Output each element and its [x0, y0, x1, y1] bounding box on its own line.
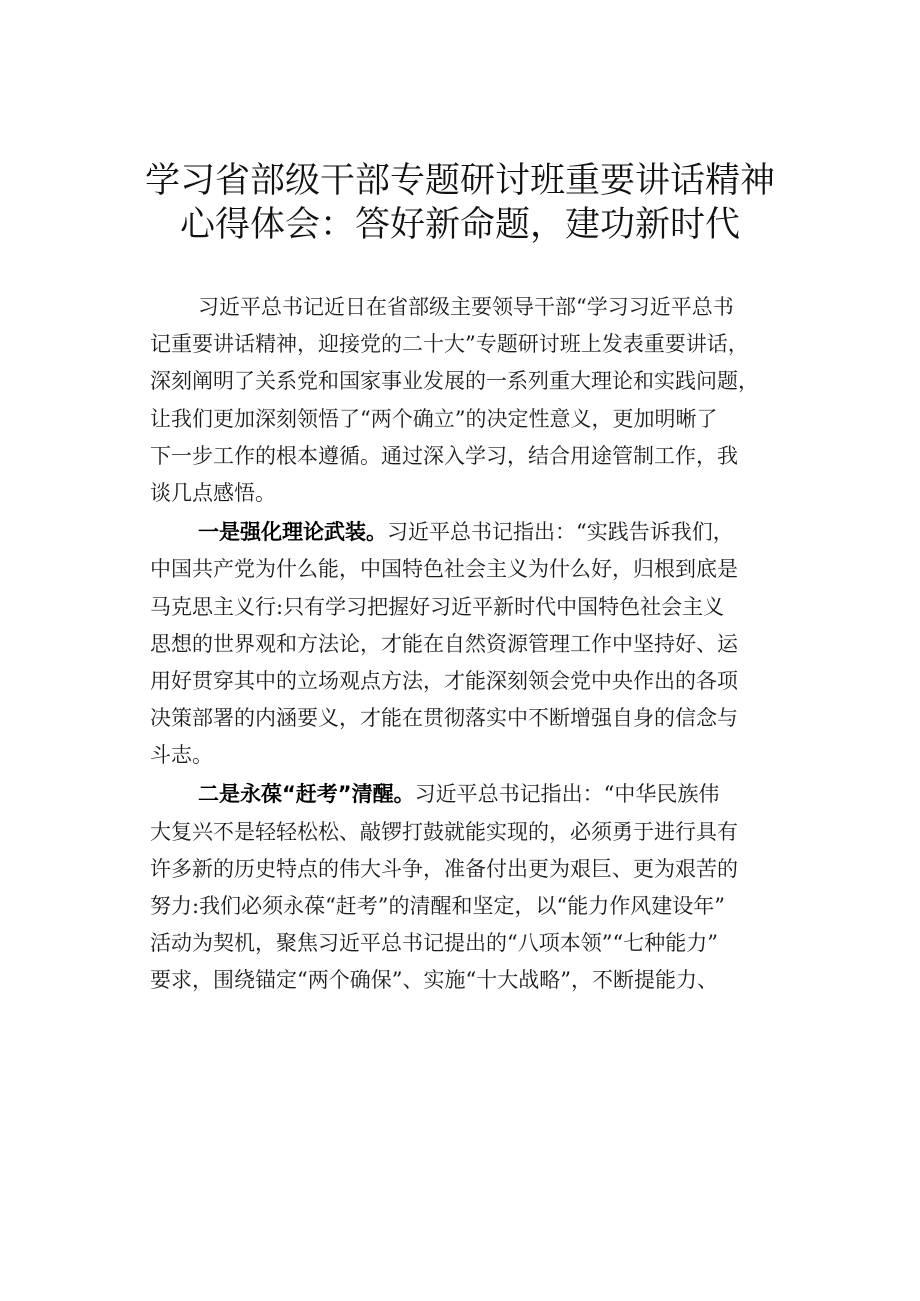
text-line: 决策部署的内涵要义，才能在贯彻落实中不断增强自身的信念与 [150, 706, 738, 731]
paragraph-theory [150, 514, 818, 774]
paragraph-exam [150, 776, 818, 999]
text-line: 斗志。 [150, 743, 213, 768]
text-line: 深刻阐明了关系党和国家事业发展的一系列重大理论和实践问题， [150, 369, 759, 394]
text-line: 许多新的历史特点的伟大斗争，准备付出更为艰巨、更为艰苦的 [150, 856, 738, 881]
text-line: 努力:我们必须永葆“赶考”的清醒和坚定，以“能力作风建设年” [150, 894, 726, 918]
text-line: 活动为契机，聚焦习近平总书记提出的“八项本领”“七种能力” [150, 931, 718, 956]
document-title-line-1: 学习省部级干部专题研讨班重要讲话精神 [144, 161, 775, 201]
document-title-line-2: 心得体会：答好新命题，建功新时代 [179, 205, 740, 245]
text-line-with-heading [150, 514, 818, 551]
text-line: 要求，围绕锚定“两个确保”、实施“十大战略”，不断提能力、 [150, 968, 718, 993]
text-line-with-heading [150, 776, 818, 813]
text-line: 习近平总书记近日在省部级主要领导干部“学习习近平总书 [198, 295, 734, 319]
text-line: 习近平总书记指出：“实践告诉我们， [387, 520, 734, 545]
paragraph-heading: 二是永葆“赶考”清醒。 [198, 782, 415, 807]
text-line: 中国共产党为什么能，中国特色社会主义为什么好，归根到底是 [150, 557, 738, 582]
paragraph-intro [150, 289, 818, 512]
text-line: 记重要讲话精神，迎接党的二十大”专题研讨班上发表重要讲话， [150, 332, 749, 357]
text-line: 让我们更加深刻领悟了“两个确立”的决定性意义，更加明晰了 [150, 406, 718, 431]
document-body [150, 289, 818, 1000]
text-line: 用好贯穿其中的立场观点方法，才能深刻领会党中央作出的各项 [150, 668, 738, 693]
text-line: 习近平总书记指出：“中华民族伟 [414, 782, 720, 807]
paragraph-heading: 一是强化理论武装。 [198, 520, 387, 545]
text-line: 思想的世界观和方法论，才能在自然资源管理工作中坚持好、运 [150, 631, 738, 656]
text-line: 下一步工作的根本遵循。通过深入学习，结合用途管制工作，我 [150, 443, 738, 468]
text-line: 大复兴不是轻轻松松、敲锣打鼓就能实现的，必须勇于进行具有 [150, 819, 738, 844]
text-line: 谈几点感悟。 [150, 480, 276, 505]
text-line: 马克思主义行:只有学习把握好习近平新时代中国特色社会主义 [150, 594, 725, 619]
